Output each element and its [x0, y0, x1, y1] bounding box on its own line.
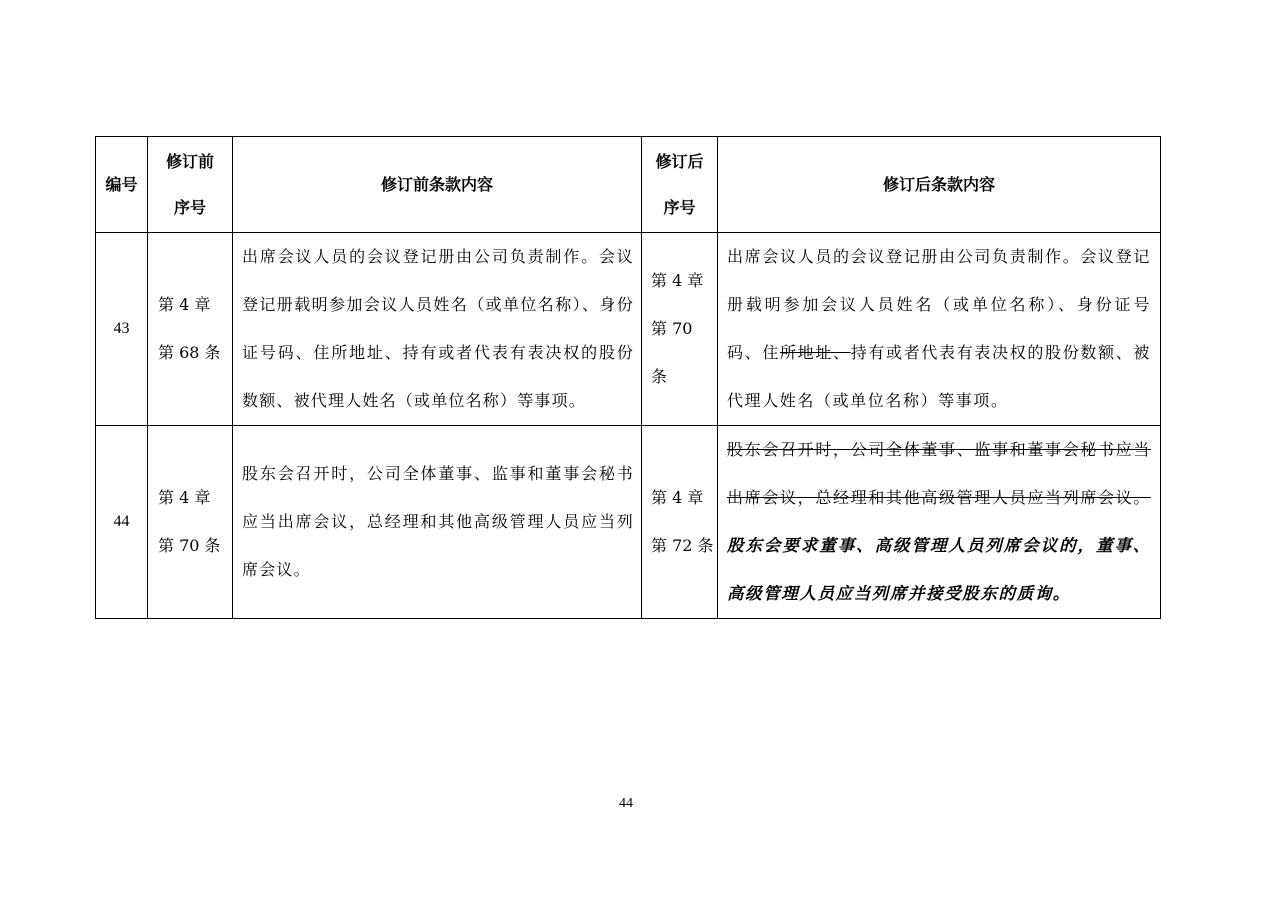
page-number: 44: [619, 796, 633, 811]
header-new-content: 修订后条款内容: [718, 137, 1161, 233]
table-row: [96, 426, 1161, 619]
new-content: 出席会议人员的会议登记册由公司负责制作。会议登记册载明参加会议人员姓名（或单位名称）、身份证号码、住所地址、持有或者代表有表决权的股份数额、被代理人姓名（或单位名称）等事项。: [718, 233, 1161, 426]
prev-content: 股东会召开时，公司全体董事、监事和董事会秘书应当出席会议，总经理和其他高级管理人员应当列席会议。: [233, 426, 642, 619]
new-seq: 第 4 章 第 70 条: [642, 233, 718, 426]
row-num: 44: [96, 426, 148, 619]
prev-seq: 第 4 章 第 70 条: [148, 426, 233, 619]
table-header-row: [96, 137, 1161, 233]
deleted-text: 股东会召开时，公司全体董事、监事和董事会秘书应当出席会议，总经理和其他高级管理人员应当列席会议。: [727, 440, 1151, 507]
prev-seq: 第 4 章 第 68 条: [148, 233, 233, 426]
prev-content: 出席会议人员的会议登记册由公司负责制作。会议登记册载明参加会议人员姓名（或单位名称）、身份证号码、住所地址、持有或者代表有表决权的股份数额、被代理人姓名（或单位名称）等事项。: [233, 233, 642, 426]
table-row: [96, 233, 1161, 426]
deleted-text: 所地址、: [780, 343, 851, 362]
row-num: 43: [96, 233, 148, 426]
new-seq: 第 4 章 第 72 条: [642, 426, 718, 619]
header-prev-seq: 修订前 序号: [148, 137, 233, 233]
header-prev-content: 修订前条款内容: [233, 137, 642, 233]
revision-comparison-table: [95, 136, 1161, 619]
added-text: 股东会要求董事、高级管理人员列席会议的，董事、高级管理人员应当列席并接受股东的质询。: [727, 536, 1151, 603]
new-content: [718, 426, 1161, 619]
header-num: 编号: [96, 137, 148, 233]
header-new-seq: 修订后 序号: [642, 137, 718, 233]
